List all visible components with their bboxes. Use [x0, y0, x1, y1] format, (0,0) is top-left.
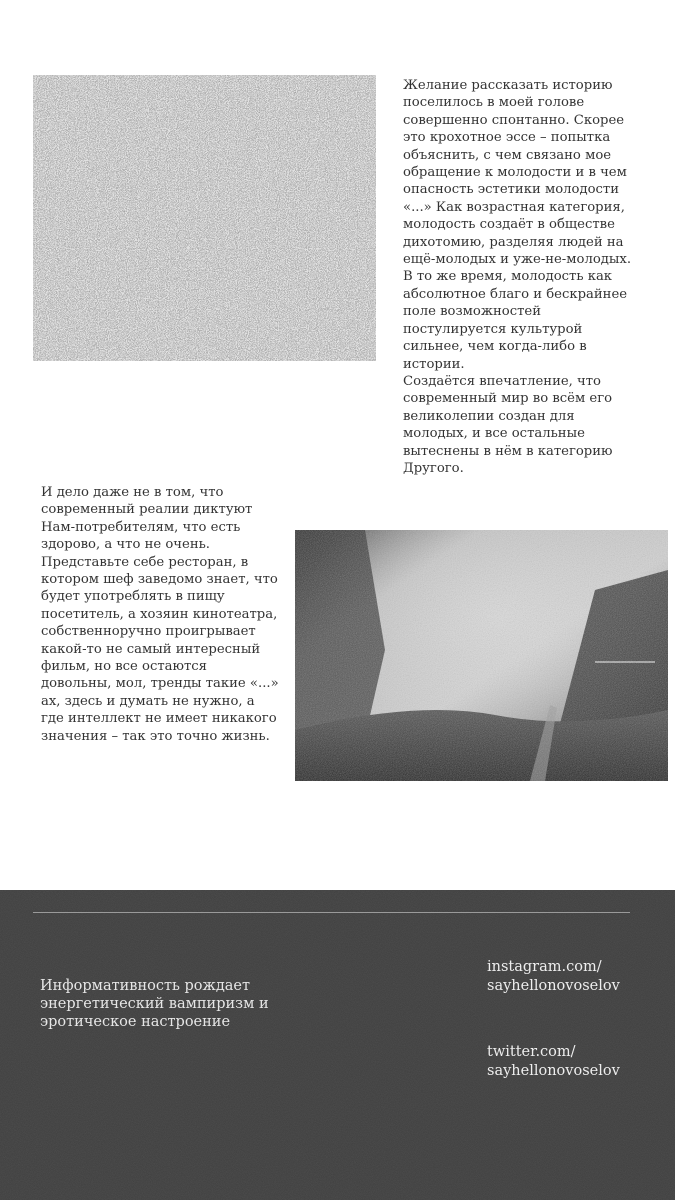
footer-tagline: Информативность рождает энергетический вампиризм и эротическое настроение [40, 978, 269, 1030]
intro-paragraph-2: Создаётся впечатление, что современный мир во всём его великолепии создан для молодых, и все остальные вытеснены в нём в категорию Другого. [403, 373, 613, 476]
intro-text-block [403, 77, 643, 477]
footer-divider [33, 912, 630, 913]
second-paragraph: И дело даже не в том, что современный реалии диктуют Нам-потребителям, что есть здорово, а что не очень. Представьте себе ресторан, в котором шеф заведомо знает, что будет употреблять в пищу посетитель, а хозяин кинотеатра, собственноручно проигрывает какой-то не самый интересный фильм, но все остаются довольны, мол, тренды такие «...» ах, здесь и думать не нужно, а где интеллект не имеет никакого значения – так это точно жизнь. [41, 485, 279, 744]
instagram-link-domain: instagram.com/ [487, 959, 602, 975]
noise-photo-graphic [33, 75, 376, 361]
landscape-photo-graphic [295, 530, 668, 781]
intro-paragraph-1: Желание рассказать историю поселилось в моей голове совершенно спонтанно. Скорее это крохотное эссе – попытка объяснить, с чем связано мое обращение к молодости и в чем опасность эстетики молодости «...» Как возрастная категория, молодость создаёт в обществе дихотомию, разделяя людей на ещё-молодых и уже-не-молодых. В то же время, молодость как абсолютное благо и бескрайнее поле возможностей постулируется культурой сильнее, чем когда-либо в истории. [403, 78, 632, 372]
noise-photo [33, 75, 376, 361]
second-text-block [41, 484, 279, 745]
footer [0, 890, 675, 1200]
instagram-link[interactable] [487, 958, 620, 995]
twitter-link[interactable] [487, 1043, 620, 1080]
twitter-link-domain: twitter.com/ [487, 1044, 576, 1060]
twitter-link-handle: sayhellonovoselov [487, 1062, 620, 1079]
landscape-photo [295, 530, 668, 781]
instagram-link-handle: sayhellonovoselov [487, 977, 620, 994]
